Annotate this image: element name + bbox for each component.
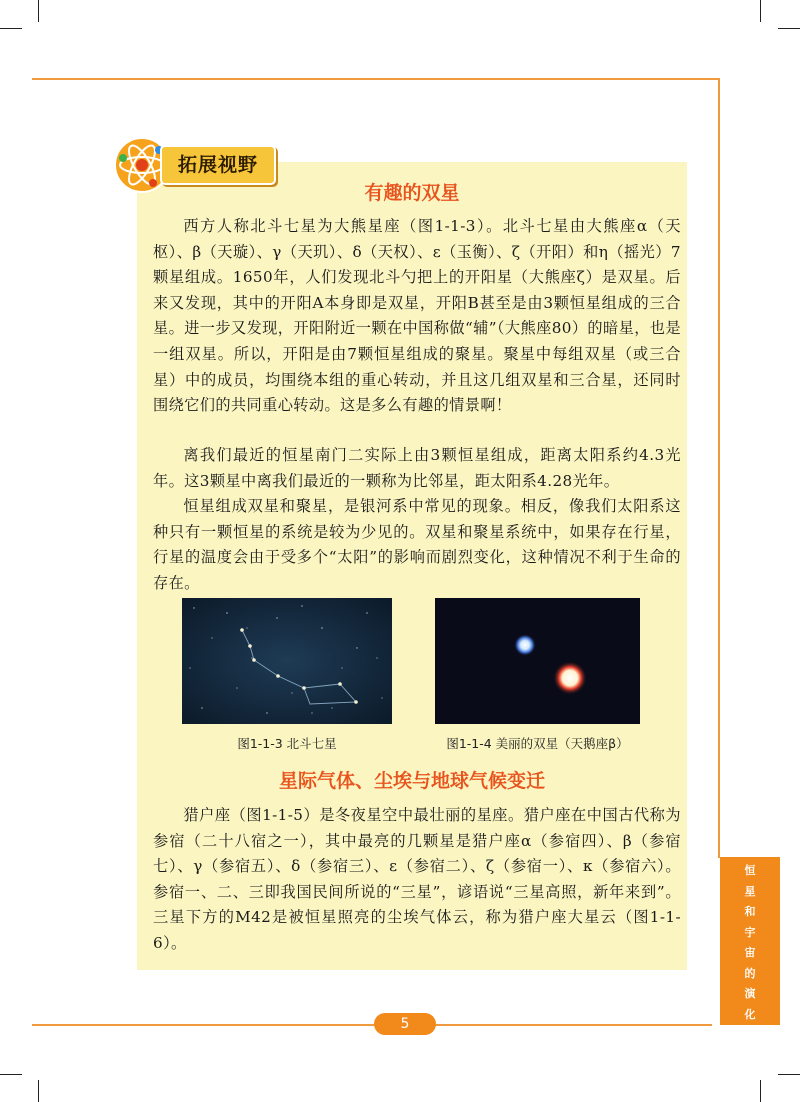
side-tab-char: 宙 bbox=[744, 946, 756, 959]
side-tab-char: 恒 bbox=[744, 864, 756, 877]
side-tab-char: 演 bbox=[744, 987, 756, 1000]
crop-mark bbox=[778, 1074, 800, 1075]
section-title-binary-stars: 有趣的双星 bbox=[364, 182, 460, 204]
paragraph: 西方人称北斗七星为大熊星座（图1-1-3）。北斗七星由大熊座α（天枢）、β（天璇）、γ（天玑）、δ（天权）、ε（玉衡）、ζ（开阳）和η（摇光）7颗星组成。1650年，人们发现北斗勺把上的开阳星（大熊座ζ）是双星。后来又发现，其中的开阳A本身即是双星，开阳B甚至是由3颗恒星组成的三合星。进一步又发现，开阳附近一颗在中国称做“辅”（大熊座80）的暗星，也是一组双星。所以，开阳是由7颗恒星组成的聚星。聚星中每组双星（或三合星）中的成员，均围绕本组的重心转动，并且这几组双星和三合星，还同时围绕它们的共同重心转动。这是多么有趣的情景啊！ bbox=[153, 217, 681, 415]
paragraph: 离我们最近的恒星南门二实际上由3颗恒星组成，距离太阳系约4.3光年。这3颗星中离我们最近的一颗称为比邻星，距太阳系4.28光年。 bbox=[153, 446, 681, 490]
crop-mark bbox=[0, 1074, 22, 1075]
crop-mark bbox=[0, 28, 22, 29]
big-dipper-photo bbox=[182, 598, 392, 724]
figure-caption-double-star: 图1-1-4 美丽的双星（天鹅座β） bbox=[446, 736, 629, 751]
section-title-interstellar-gas: 星际气体、尘埃与地球气候变迁 bbox=[278, 770, 545, 792]
figure-caption-big-dipper: 图1-1-3 北斗七星 bbox=[237, 736, 337, 751]
paragraph: 猎户座（图1-1-5）是冬夜星空中最壮丽的星座。猎户座在中国古代称为参宿（二十八宿之一），其中最亮的几颗星是猎户座α（参宿四）、β（参宿七）、γ（参宿五）、δ（参宿三）、ε（参宿二）、ζ（参宿一）、κ（参宿六）。参宿一、二、三即我国民间所说的“三星”，谚语说“三星高照，新年来到”。三星下方的M42是被恒星照亮的尘埃气体云，称为猎户座大星云（图1-1-6）。 bbox=[153, 806, 681, 952]
side-tab-char: 和 bbox=[744, 905, 756, 918]
double-star-photo bbox=[435, 598, 640, 724]
crop-mark bbox=[760, 1080, 761, 1102]
crop-mark bbox=[778, 28, 800, 29]
page-frame-top bbox=[32, 78, 720, 80]
crop-mark bbox=[760, 0, 761, 22]
page-frame-bottom bbox=[32, 1024, 712, 1026]
side-tab-char: 的 bbox=[744, 966, 756, 980]
chapter-side-tab bbox=[720, 857, 780, 1025]
crop-mark bbox=[38, 0, 39, 22]
paragraph: 恒星组成双星和聚星，是银河系中常见的现象。相反，像我们太阳系这种只有一颗恒星的系统是较为少见的。双星和聚星系统中，如果存在行星，行星的温度会由于受多个“太阳”的影响而剧烈变化，这种情况不利于生命的存在。 bbox=[153, 497, 681, 592]
page-frame-right bbox=[718, 78, 720, 858]
side-tab-char: 星 bbox=[744, 884, 756, 898]
side-tab-char: 宇 bbox=[744, 925, 756, 939]
page-number: 5 bbox=[374, 1013, 436, 1035]
side-tab-char: 化 bbox=[744, 1007, 756, 1021]
badge-label: 拓展视野 bbox=[160, 145, 276, 185]
crop-mark bbox=[38, 1080, 39, 1102]
